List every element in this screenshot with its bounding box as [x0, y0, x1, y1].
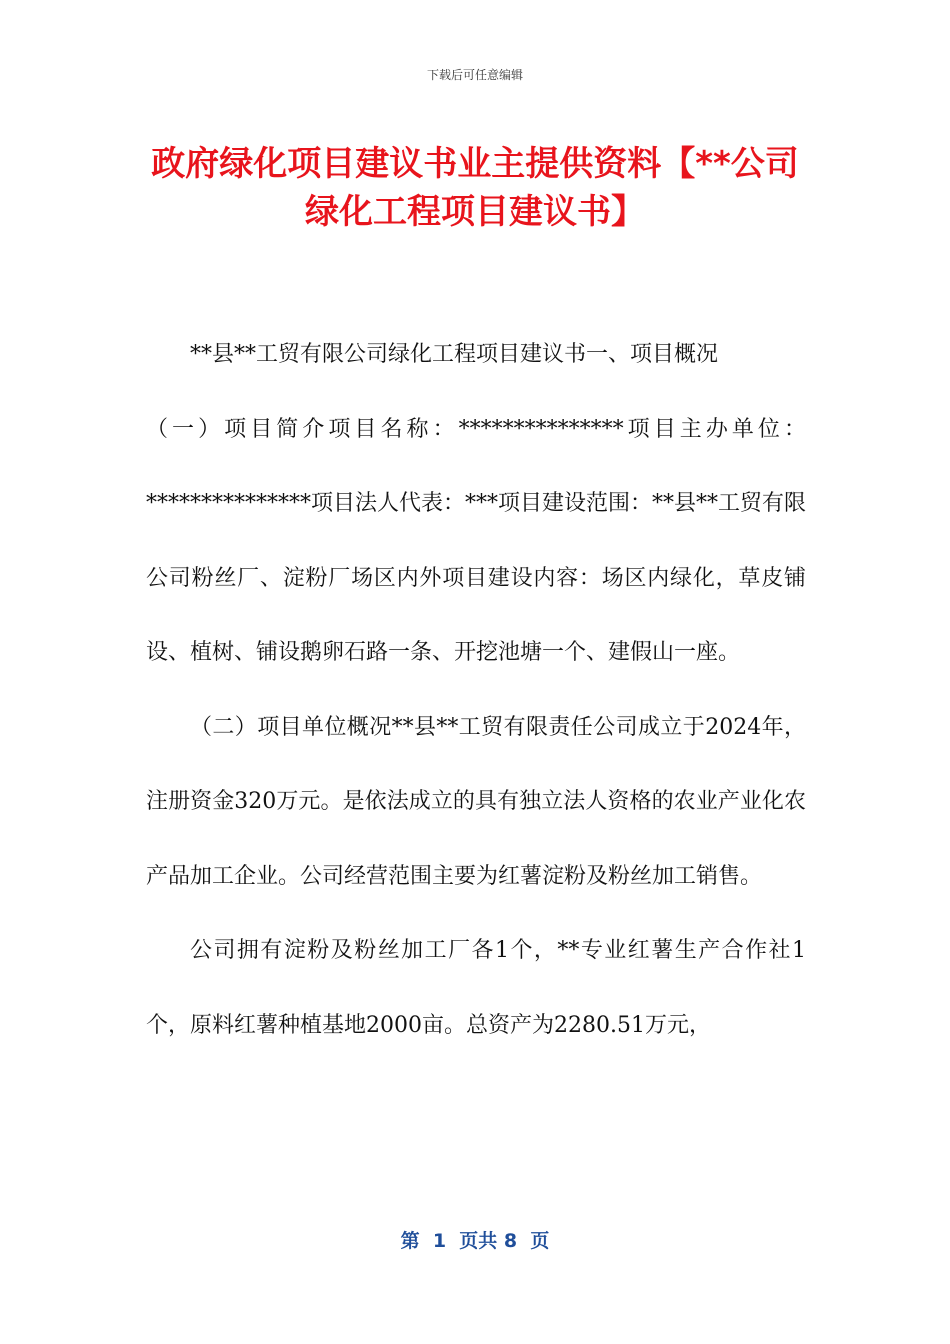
title-line-1: 政府绿化项目建议书业主提供资料【**公司 [151, 144, 799, 184]
paragraph-intro: **县**工贸有限公司绿化工程项目建议书一、项目概况 [190, 342, 719, 367]
paragraph-company-overview: （二）项目单位概况**县**工贸有限责任公司成立于2024年，注册资金320万元。是依法成立的具有独立法人资格的农业产业化农产品加工企业。公司经营范围主要为红薯淀粉及粉丝加工销售。 [146, 714, 806, 889]
title-line-2: 绿化工程项目建议书】 [305, 192, 645, 232]
document-body [146, 318, 806, 1063]
document-title [120, 140, 830, 236]
paragraph-company-assets: 公司拥有淀粉及粉丝加工厂各1个，**专业红薯生产合作社1个，原料红薯种植基地2000亩。总资产为2280.51万元， [146, 938, 806, 1038]
page-footer: 第 1 页共 8 页 [400, 1230, 550, 1252]
header-note: 下载后可任意编辑 [426, 68, 523, 82]
paragraph-project-summary: （一）项目简介项目名称：***************项目主办单位：***************项目法人代表：***项目建设范围：**县**工贸有限公司粉丝厂、淀粉厂场区内外项目建设内容：场区内绿化，草皮铺设、植树、铺设鹅卵石路一条、开挖池塘一个、建假山一座。 [146, 416, 807, 665]
